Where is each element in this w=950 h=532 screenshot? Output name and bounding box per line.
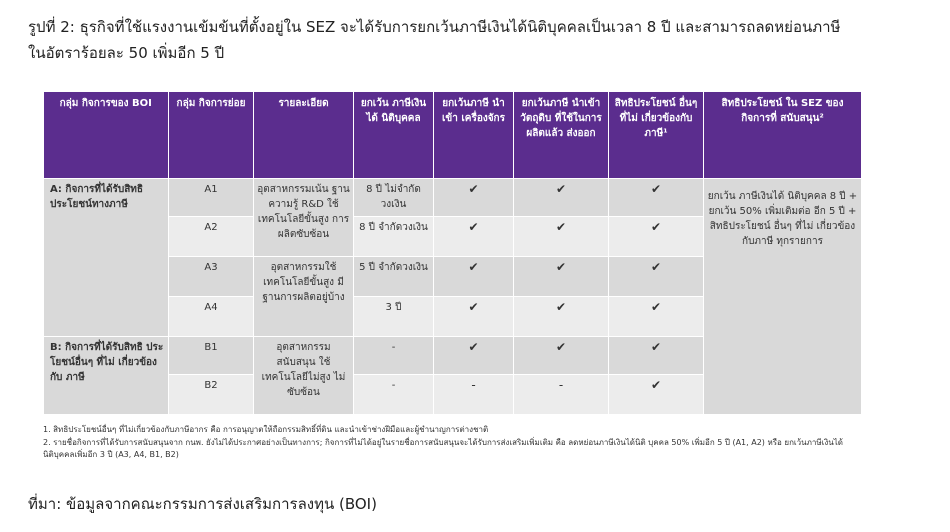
header-detail: รายละเอียด xyxy=(254,92,354,179)
machine-check: ✔ xyxy=(434,337,514,375)
subgroup-code: B1 xyxy=(169,337,254,375)
material-check: ✔ xyxy=(514,337,609,375)
other-check: ✔ xyxy=(609,337,704,375)
header-sez-benefit: สิทธิประโยชน์ ใน SEZ ของ กิจการที่ สนับสนุน² xyxy=(704,92,862,179)
subgroup-code: A3 xyxy=(169,257,254,297)
subgroup-code: B2 xyxy=(169,375,254,415)
subgroup-code: A1 xyxy=(169,179,254,217)
machine-check: ✔ xyxy=(434,217,514,257)
income-tax-cell: - xyxy=(354,375,434,415)
detail-b: อุตสาหกรรมสนับสนุน ใช้เทคโนโลยีไม่สูง ไม่ซับซ้อน xyxy=(254,337,354,415)
subgroup-code: A2 xyxy=(169,217,254,257)
header-income-tax: ยกเว้น ภาษีเงินได้ นิติบุคคล xyxy=(354,92,434,179)
other-check: ✔ xyxy=(609,257,704,297)
other-check: ✔ xyxy=(609,217,704,257)
figure-caption xyxy=(28,14,938,66)
income-tax-cell: - xyxy=(354,337,434,375)
header-machine-import: ยกเว้นภาษี นำเข้า เครื่องจักร xyxy=(434,92,514,179)
caption-line-2: ในอัตราร้อยละ 50 เพิ่มอีก 5 ปี xyxy=(28,44,225,62)
detail-a1-a2: อุตสาหกรรมเน้น ฐานความรู้ R&D ใช้เทคโนโลยีขั้นสูง การผลิตซับซ้อน xyxy=(254,179,354,257)
income-tax-cell: 5 ปี จำกัดวงเงิน xyxy=(354,257,434,297)
material-check: ✔ xyxy=(514,297,609,337)
other-check: ✔ xyxy=(609,297,704,337)
sez-benefit-cell: ยกเว้น ภาษีเงินได้ นิติบุคคล 8 ปี + ยกเว้น 50% เพิ่มเติมต่อ อีก 5 ปี + สิทธิประโยชน์ อื่นๆ ที่ไม่ เกี่ยวข้องกับภาษี ทุกรายการ xyxy=(704,179,862,415)
income-tax-cell: 3 ปี xyxy=(354,297,434,337)
header-material-import: ยกเว้นภาษี นำเข้าวัตถุดิบ ที่ใช้ในการ ผลิตแล้ว ส่งออก xyxy=(514,92,609,179)
machine-check: - xyxy=(434,375,514,415)
machine-check: ✔ xyxy=(434,297,514,337)
material-check: - xyxy=(514,375,609,415)
machine-check: ✔ xyxy=(434,257,514,297)
header-subgroup: กลุ่ม กิจการย่อย xyxy=(169,92,254,179)
header-boi-group: กลุ่ม กิจการของ BOI xyxy=(44,92,169,179)
material-check: ✔ xyxy=(514,257,609,297)
material-check: ✔ xyxy=(514,179,609,217)
detail-a3-a4: อุตสาหกรรมใช้ เทคโนโลยีขั้นสูง มี ฐานการผลิตอยู่บ้าง xyxy=(254,257,354,337)
other-check: ✔ xyxy=(609,375,704,415)
group-a-label: A: กิจการที่ได้รับสิทธิ ประโยชน์ทางภาษี xyxy=(44,179,169,337)
group-b-label: B: กิจการที่ได้รับสิทธิ ประโยชน์อื่นๆ ที่ไม่ เกี่ยวข้องกับ ภาษี xyxy=(44,337,169,415)
table-row xyxy=(44,179,862,217)
footnotes xyxy=(43,424,863,462)
material-check: ✔ xyxy=(514,217,609,257)
other-check: ✔ xyxy=(609,179,704,217)
boi-table xyxy=(43,92,861,415)
footnote-2: 2. รายชื่อกิจการที่ได้รับการสนับสนุนจาก กนพ. ยังไม่ได้ประกาศอย่างเป็นทางการ; กิจการที่ไม่ได้อยู่ในรายชื่อการสนับสนุนจะได้รับการส่งเสริมเพิ่มเติม คือ ลดหย่อนภาษีเงินได้นิติ บุคคล 50% เพิ่มอีก 5 ปี (A1, A2) หรือ ยกเว้นภาษีเงินได้นิติบุคคลเพิ่มอีก 3 ปี (A3, A4, B1, B2) xyxy=(43,438,843,459)
header-row xyxy=(44,92,862,179)
footnote-1: 1. สิทธิประโยชน์อื่นๆ ที่ไม่เกี่ยวข้องกับภาษีอากร คือ การอนุญาตให้ถือกรรมสิทธิ์ที่ดิน และนำเข้าช่างฝีมือและผู้ชำนาญการต่างชาติ xyxy=(43,425,489,434)
income-tax-cell: 8 ปี ไม่จำกัดวงเงิน xyxy=(354,179,434,217)
header-non-tax: สิทธิประโยชน์ อื่นๆ ที่ไม่ เกี่ยวข้องกับ ภาษี¹ xyxy=(609,92,704,179)
income-tax-cell: 8 ปี จำกัดวงเงิน xyxy=(354,217,434,257)
source-note: ที่มา: ข้อมูลจากคณะกรรมการส่งเสริมการลงทุน (BOI) xyxy=(28,495,377,513)
subgroup-code: A4 xyxy=(169,297,254,337)
caption-line-1: รูปที่ 2: ธุรกิจที่ใช้แรงงานเข้มข้นที่ตั้งอยู่ใน SEZ จะได้รับการยกเว้นภาษีเงินได้นิติบุคคลเป็นเวลา 8 ปี และสามารถลดหย่อนภาษี xyxy=(28,18,841,36)
machine-check: ✔ xyxy=(434,179,514,217)
